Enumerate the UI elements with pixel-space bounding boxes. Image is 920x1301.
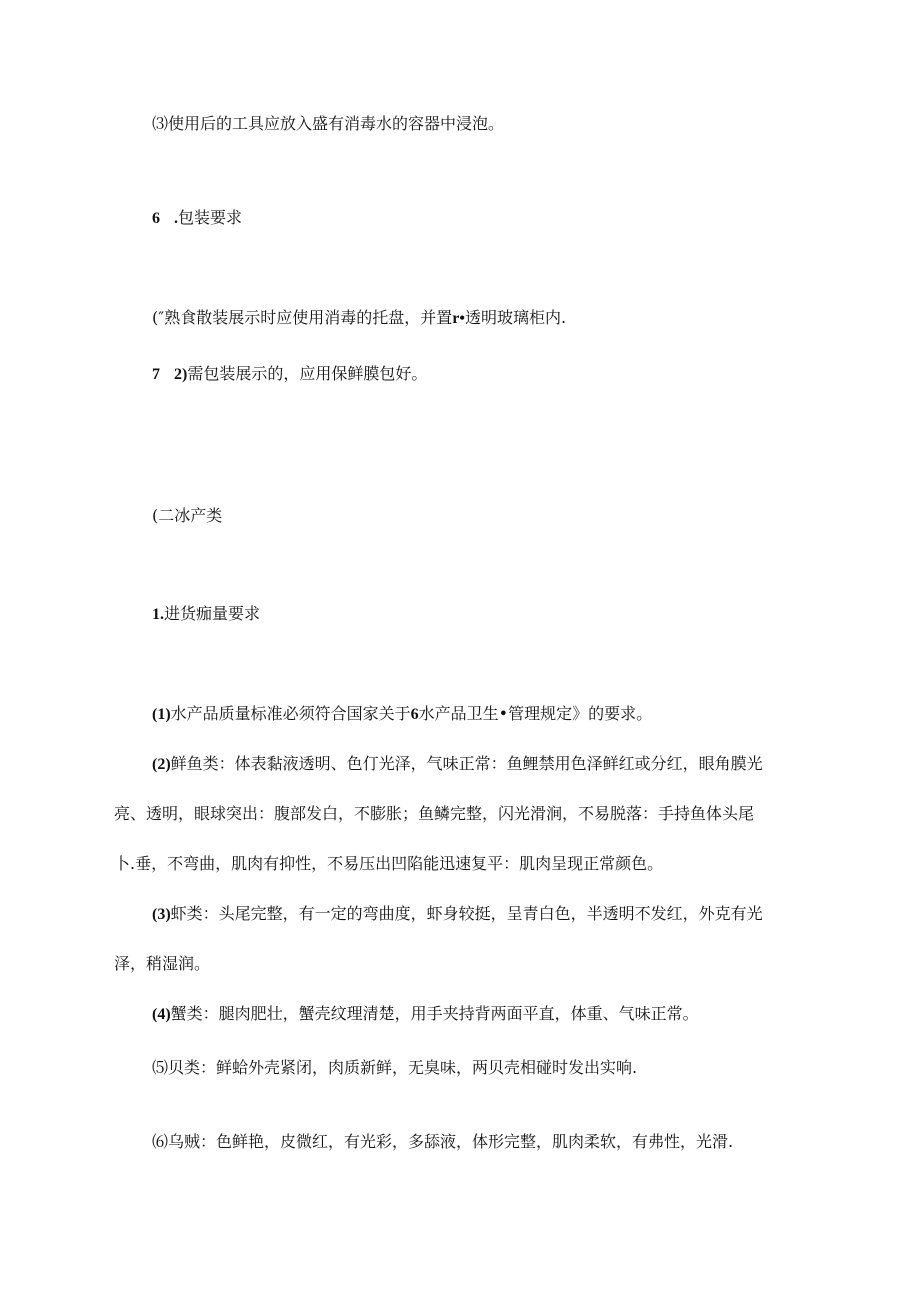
paragraph-text: 亮、透明，眼球突出：腹部发白，不膨胀；鱼鳞完整，闪光滑涧，不易脱落：手持鱼体头尾 xyxy=(114,804,755,823)
paragraph-text: 需包装展示的，应用保鲜膜包好。 xyxy=(187,364,428,383)
heading-packaging-requirements xyxy=(152,208,242,229)
paragraph-bold-fragment: r• xyxy=(452,310,465,327)
item-number: (1) xyxy=(152,706,171,723)
paragraph-text: 水产品质量标准必须符合国家关于 xyxy=(170,704,411,723)
paragraph-item-3-line-1 xyxy=(152,904,763,925)
paragraph-text-continued: 透明玻璃柜内. xyxy=(464,308,567,327)
paragraph-item-5 xyxy=(152,1058,637,1078)
paragraph-item-2-line-3 xyxy=(114,854,663,874)
paragraph-text: ⑹乌贼：色鲜艳，皮微红，有光彩，多舔液，体形完整，肌肉柔软，有弗性，光滑. xyxy=(152,1132,734,1151)
item-number: 7 xyxy=(152,366,160,383)
paragraph-cooked-food-display xyxy=(152,308,566,329)
paragraph-text: 卜.垂，不弯曲，肌肉有抑性，不易压出凹陷能迅速复平：肌肉呈现正常颜色。 xyxy=(114,854,664,873)
section-number: 1. xyxy=(152,606,164,623)
paragraph-wrap-film xyxy=(152,364,427,385)
heading-text: 包装要求 xyxy=(178,208,243,227)
paragraph-text: ⑶使用后的工具应放入盛有消毒水的容器中浸泡。 xyxy=(152,114,505,133)
section-number: 6 xyxy=(152,210,160,227)
paragraph-item-4 xyxy=(152,1004,699,1025)
paragraph-item-6 xyxy=(152,1132,733,1152)
item-number: (4) xyxy=(152,1006,171,1023)
paragraph-item-2-line-2 xyxy=(114,804,754,824)
paragraph-bold-fragment: 6 xyxy=(410,706,419,723)
paragraph-text: ⑸贝类：鲜蛤外壳紧闭，肉质新鲜，无臭味，两贝壳相碰时发出实响. xyxy=(152,1058,638,1077)
heading-text: 进货痂量要求 xyxy=(164,604,261,623)
paragraph-item-1 xyxy=(152,704,652,725)
paragraph-tool-soak xyxy=(152,114,504,134)
paragraph-text: 虾类：头尾完整，有一定的弯曲度，虾身较挺，呈青白色，半透明不发红，外克有光 xyxy=(170,904,763,923)
item-number-sub: 2) xyxy=(174,366,188,383)
section-number-dot: . xyxy=(174,210,178,227)
heading-purchase-quality xyxy=(152,604,260,625)
paragraph-text: 泽，稍湿润。 xyxy=(114,954,211,973)
paragraph-item-3-line-2 xyxy=(114,954,210,974)
heading-text: (二冰产类 xyxy=(152,506,223,525)
paragraph-item-2-line-1 xyxy=(152,754,763,775)
paragraph-text: (″熟食散装展示时应使用消毒的托盘，并置 xyxy=(152,308,453,327)
item-number: (2) xyxy=(152,756,171,773)
paragraph-text: 蟹类：腿肉肥壮，蟹壳纹理清楚，用手夹持背两面平直，体重、气味正常。 xyxy=(170,1004,699,1023)
paragraph-text-continued: 水产品卫生•管理规定》的要求。 xyxy=(418,704,653,723)
heading-aquatic-products xyxy=(152,506,222,526)
item-number: (3) xyxy=(152,906,171,923)
paragraph-text: 鲜鱼类：体表黏液透明、色仃光泽，气味正常：鱼鲤禁用色泽鲜红或分红，眼角膜光 xyxy=(170,754,763,773)
